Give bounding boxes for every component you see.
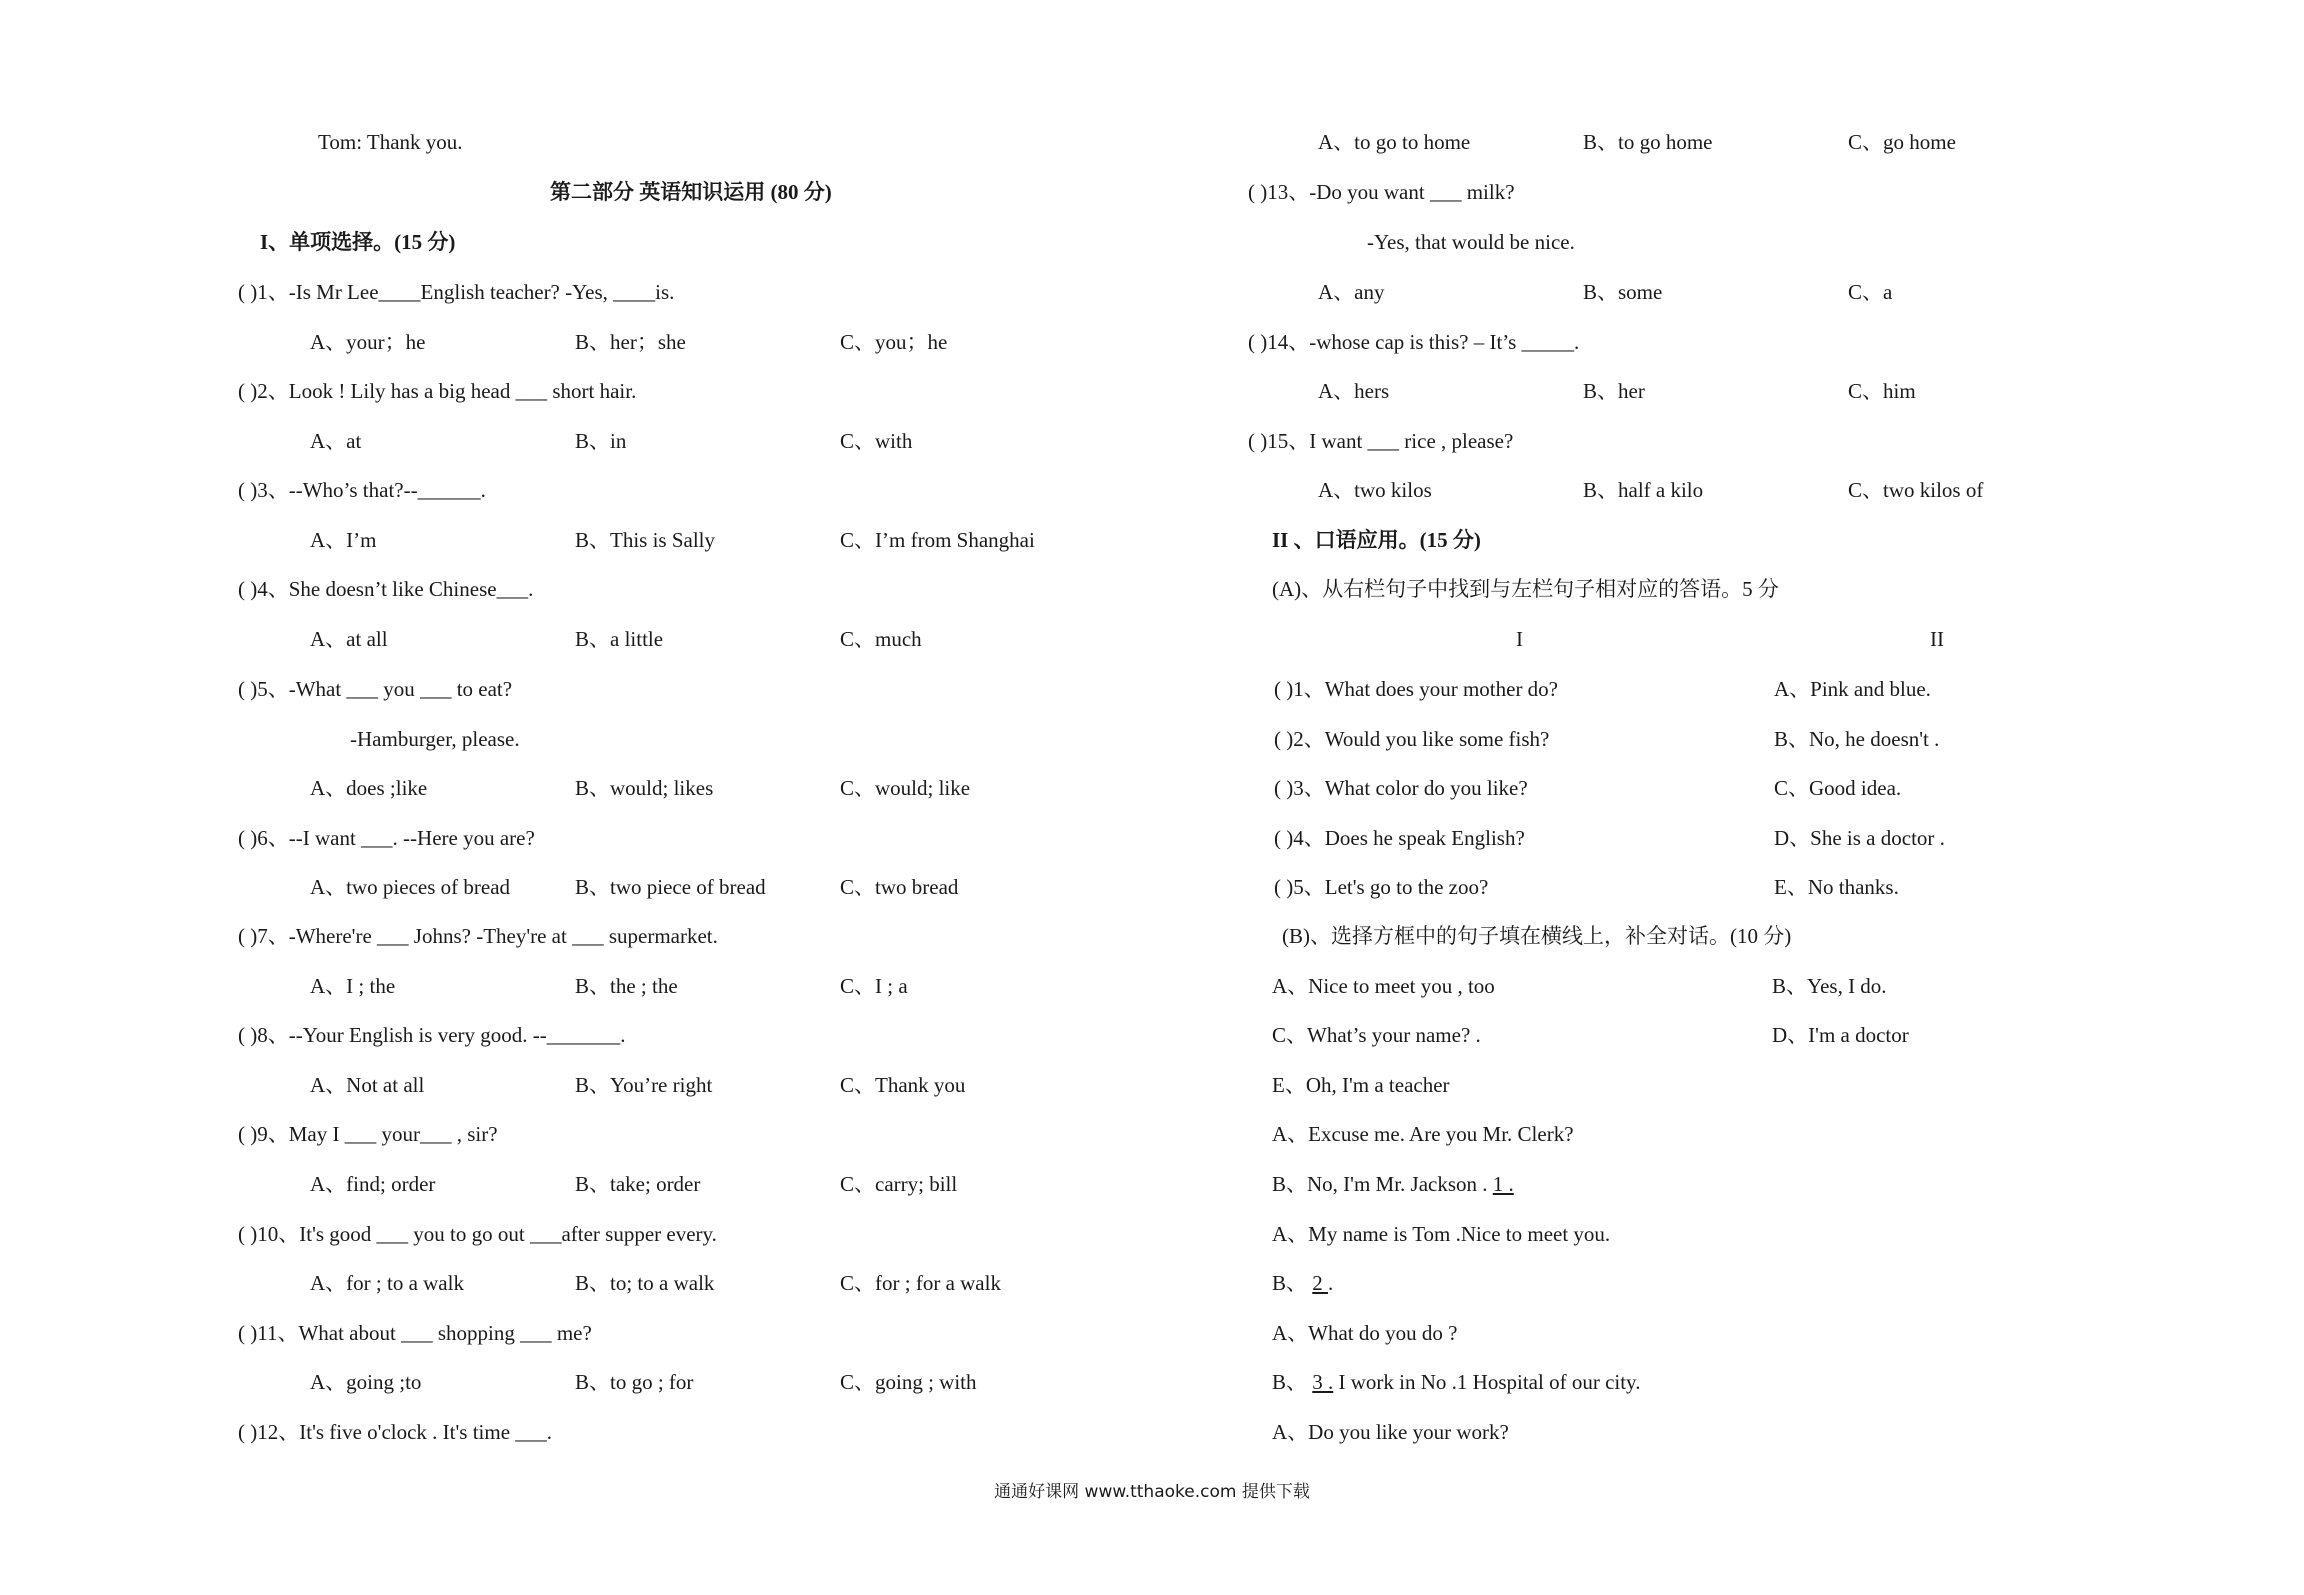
dialogue-line-4-text: B、 (1272, 1271, 1313, 1295)
dialogue-line-1: A、Excuse me. Are you Mr. Clerk? (1272, 1122, 1574, 1146)
dialogue-line-2-text: B、No, I'm Mr. Jackson . (1272, 1172, 1493, 1196)
question-2: ( )2、Look ! Lily has a big head ___ short hair. (238, 379, 637, 403)
question-6: ( )6、--I want ___. --Here you are? (238, 826, 535, 850)
q5-option-b: B、would; likes (575, 776, 714, 800)
blank-2: 2 (1312, 1271, 1329, 1295)
match-left-2: ( )2、Would you like some fish? (1274, 727, 1550, 751)
box-option-c: C、What’s your name? . (1272, 1023, 1481, 1047)
q14-option-c: C、him (1848, 379, 1916, 403)
blank-3: 3 . (1312, 1370, 1334, 1394)
q9-option-c: C、carry; bill (840, 1172, 958, 1196)
footer-credit: 通通好课网 www.tthaoke.com 提供下载 (994, 1482, 1310, 1502)
q15-option-a: A、two kilos (1318, 478, 1432, 502)
question-1: ( )1、-Is Mr Lee____English teacher? -Yes, ____is. (238, 280, 675, 304)
q2-option-c: C、with (840, 429, 913, 453)
question-9: ( )9、May I ___ your___ , sir? (238, 1122, 498, 1146)
box-option-e: E、Oh, I'm a teacher (1272, 1073, 1450, 1097)
section-1-title: I、单项选择。(15 分) (260, 230, 456, 254)
q7-option-c: C、I ; a (840, 974, 908, 998)
dialogue-line-6-tail: I work in No .1 Hospital of our city. (1333, 1370, 1641, 1394)
dialogue-line-4-tail: . (1328, 1271, 1334, 1295)
q12-option-c: C、go home (1848, 130, 1956, 154)
q14-option-b: B、her (1583, 379, 1645, 403)
question-15: ( )15、I want ___ rice , please? (1248, 429, 1514, 453)
q5-option-a: A、does ;like (310, 776, 428, 800)
box-option-a: A、Nice to meet you , too (1272, 974, 1495, 998)
q11-option-b: B、to go ; for (575, 1370, 694, 1394)
question-12: ( )12、It's five o'clock . It's time ___. (238, 1420, 553, 1444)
q8-option-b: B、You’re right (575, 1073, 713, 1097)
dialogue-line-6-text: B、 (1272, 1370, 1313, 1394)
q3-option-a: A、I’m (310, 528, 377, 552)
match-left-5: ( )5、Let's go to the zoo? (1274, 875, 1489, 899)
q9-option-b: B、take; order (575, 1172, 701, 1196)
dialogue-line-3: A、My name is Tom .Nice to meet you. (1272, 1222, 1611, 1246)
q3-option-b: B、This is Sally (575, 528, 716, 552)
q13-option-c: C、a (1848, 280, 1893, 304)
question-14: ( )14、-whose cap is this? – It’s _____. (1248, 330, 1580, 354)
column-head-2: II (1930, 627, 1944, 651)
dialogue-line-5: A、What do you do ? (1272, 1321, 1458, 1345)
dialogue-line-7: A、Do you like your work? (1272, 1420, 1509, 1444)
q13-option-a: A、any (1318, 280, 1385, 304)
question-8: ( )8、--Your English is very good. --_______. (238, 1023, 626, 1047)
q11-option-c: C、going ; with (840, 1370, 977, 1394)
question-3: ( )3、--Who’s that?--______. (238, 478, 486, 502)
q12-option-b: B、to go home (1583, 130, 1713, 154)
q6-option-c: C、two bread (840, 875, 959, 899)
question-7: ( )7、-Where're ___ Johns? -They're at ___ supermarket. (238, 924, 718, 948)
q5-option-c: C、would; like (840, 776, 971, 800)
match-left-3: ( )3、What color do you like? (1274, 776, 1528, 800)
q8-option-c: C、Thank you (840, 1073, 966, 1097)
part-a-title: (A)、从右栏句子中找到与左栏句子相对应的答语。5 分 (1272, 577, 1779, 601)
question-4: ( )4、She doesn’t like Chinese___. (238, 577, 534, 601)
q10-option-a: A、for ; to a walk (310, 1271, 464, 1295)
q15-option-b: B、half a kilo (1583, 478, 1704, 502)
box-option-d: D、I'm a doctor (1772, 1023, 1909, 1047)
dialogue-line-4 (1272, 1271, 1333, 1295)
question-13-reply: -Yes, that would be nice. (1367, 230, 1575, 254)
question-11: ( )11、What about ___ shopping ___ me? (238, 1321, 592, 1345)
q2-option-a: A、at (310, 429, 362, 453)
column-head-1: I (1516, 627, 1523, 651)
q4-option-c: C、much (840, 627, 922, 651)
question-13: ( )13、-Do you want ___ milk? (1248, 180, 1515, 204)
q3-option-c: C、I’m from Shanghai (840, 528, 1035, 552)
match-left-1: ( )1、What does your mother do? (1274, 677, 1559, 701)
box-option-b: B、Yes, I do. (1772, 974, 1887, 998)
q6-option-a: A、two pieces of bread (310, 875, 511, 899)
match-right-a: A、Pink and blue. (1774, 677, 1931, 701)
question-5-reply: -Hamburger, please. (350, 727, 520, 751)
q9-option-a: A、find; order (310, 1172, 436, 1196)
q4-option-b: B、a little (575, 627, 664, 651)
match-right-b: B、No, he doesn't . (1774, 727, 1940, 751)
q7-option-b: B、the ; the (575, 974, 678, 998)
intro-line: Tom: Thank you. (318, 130, 463, 154)
q15-option-c: C、two kilos of (1848, 478, 1984, 502)
dialogue-line-2 (1272, 1172, 1514, 1196)
match-left-4: ( )4、Does he speak English? (1274, 826, 1525, 850)
match-right-e: E、No thanks. (1774, 875, 1899, 899)
q13-option-b: B、some (1583, 280, 1663, 304)
q1-option-b: B、her；she (575, 330, 686, 354)
q1-option-c: C、you；he (840, 330, 948, 354)
q6-option-b: B、two piece of bread (575, 875, 766, 899)
blank-1: 1 . (1492, 1172, 1514, 1196)
part-title: 第二部分 英语知识运用 (80 分) (550, 180, 832, 204)
match-right-d: D、She is a doctor . (1774, 826, 1945, 850)
q7-option-a: A、I ; the (310, 974, 396, 998)
q4-option-a: A、at all (310, 627, 388, 651)
question-10: ( )10、It's good ___ you to go out ___after supper every. (238, 1222, 717, 1246)
q10-option-c: C、for ; for a walk (840, 1271, 1001, 1295)
q14-option-a: A、hers (1318, 379, 1390, 403)
q8-option-a: A、Not at all (310, 1073, 425, 1097)
q2-option-b: B、in (575, 429, 627, 453)
question-5: ( )5、-What ___ you ___ to eat? (238, 677, 513, 701)
q11-option-a: A、going ;to (310, 1370, 422, 1394)
dialogue-line-6 (1272, 1370, 1640, 1394)
q1-option-a: A、your；he (310, 330, 426, 354)
q10-option-b: B、to; to a walk (575, 1271, 715, 1295)
q12-option-a: A、to go to home (1318, 130, 1471, 154)
match-right-c: C、Good idea. (1774, 776, 1902, 800)
section-2-title: II 、口语应用。(15 分) (1272, 528, 1481, 552)
part-b-title: (B)、选择方框中的句子填在横线上，补全对话。(10 分) (1282, 924, 1792, 948)
